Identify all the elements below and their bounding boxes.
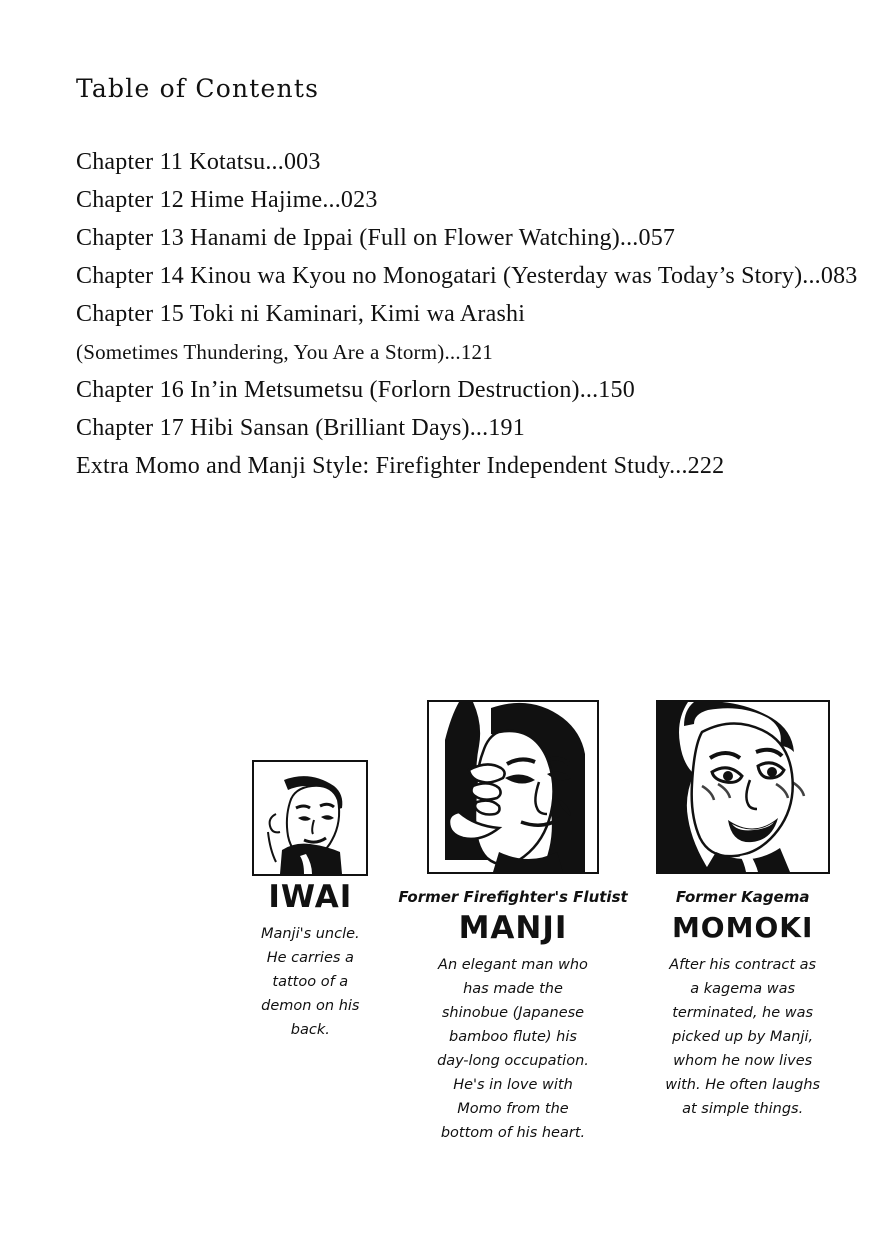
- toc-entry: Chapter 11 Kotatsu...003: [76, 149, 321, 175]
- character-profile-manji: [398, 690, 627, 1145]
- toc-list: [76, 143, 858, 485]
- character-profiles: [240, 690, 840, 1145]
- portrait-iwai: [252, 760, 368, 876]
- toc-entry: Extra Momo and Manji Style: Firefighter Independent Study...222: [76, 453, 725, 479]
- character-profile-iwai: [250, 690, 370, 1042]
- character-name: MOMOKI: [671, 911, 814, 944]
- character-description: Manji's uncle. He carries a tattoo of a demon on his back.: [260, 926, 360, 1038]
- character-role: Former Kagema: [675, 888, 810, 906]
- toc-entry: Chapter 16 In’in Metsumetsu (Forlorn Destruction)...150: [76, 377, 635, 403]
- table-of-contents: [76, 74, 858, 485]
- character-description: After his contract as a kagema was terminated, he was picked up by Manji, whom he now lives with. He often laughs at simple things.: [665, 957, 821, 1117]
- toc-entry: Chapter 15 Toki ni Kaminari, Kimi wa Arashi: [76, 301, 526, 327]
- toc-entry: Chapter 12 Hime Hajime...023: [76, 187, 378, 213]
- character-description: An elegant man who has made the shinobue (Japanese bamboo flute) his day-long occupation. He's in love with Momo from the bottom of his heart.: [437, 957, 589, 1141]
- toc-entry: Chapter 13 Hanami de Ippai (Full on Flower Watching)...057: [76, 225, 676, 251]
- toc-entry: (Sometimes Thundering, You Are a Storm)...121: [76, 340, 493, 364]
- toc-entry: Chapter 17 Hibi Sansan (Brilliant Days)...191: [76, 415, 525, 441]
- portrait-momoki: [656, 700, 830, 874]
- portrait-manji: [427, 700, 599, 874]
- character-name: IWAI: [268, 879, 353, 915]
- character-role: Former Firefighter's Flutist: [398, 888, 628, 906]
- character-name: MANJI: [458, 910, 568, 946]
- toc-entry: Chapter 14 Kinou wa Kyou no Monogatari (Yesterday was Today’s Story)...083: [76, 263, 858, 289]
- page-title: Table of Contents: [76, 74, 320, 103]
- character-profile-momoki: [656, 690, 830, 1121]
